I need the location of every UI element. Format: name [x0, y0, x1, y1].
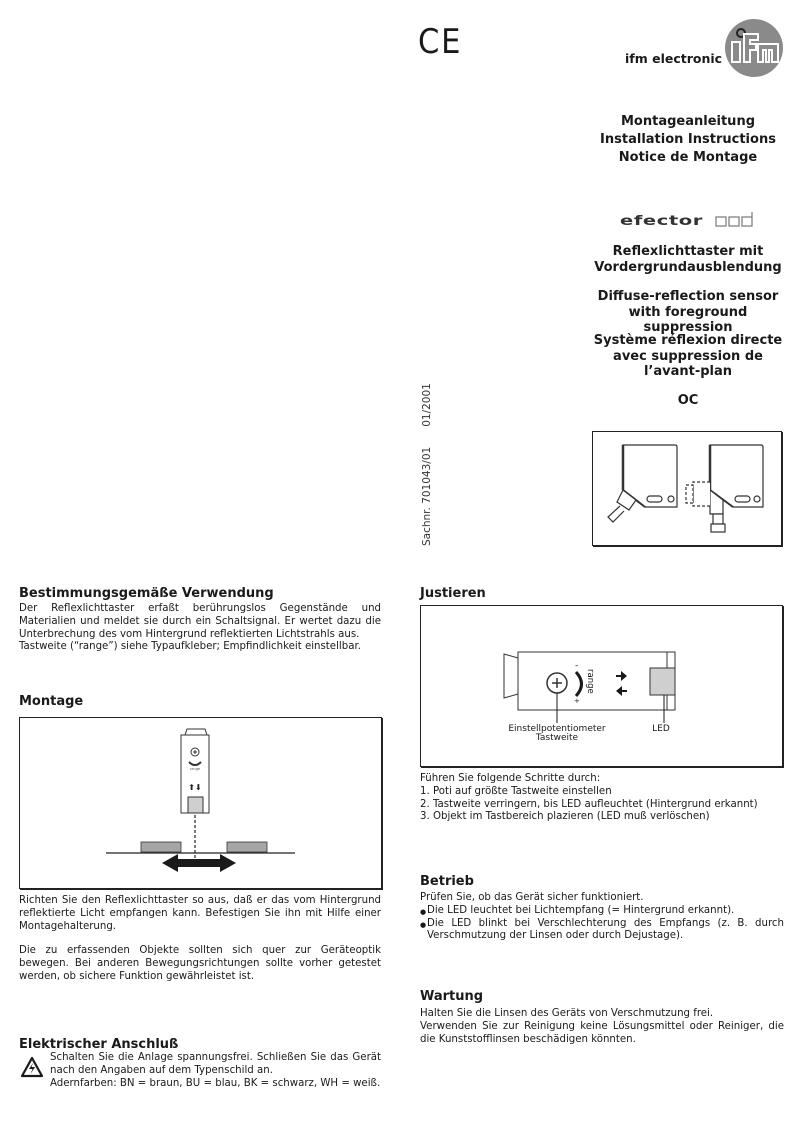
section-heading-electrical: Elektrischer Anschluß — [19, 1037, 179, 1052]
operation-bullet-2: ● Die LED blinkt bei Verschlechterung des Empfangs (z. B. durch Verschmutzung der Linsen oder durch Dejustage). — [420, 918, 784, 944]
adjust-intro: Führen Sie folgende Schritte durch: — [420, 773, 601, 784]
product-drawing — [592, 431, 782, 546]
document-title — [590, 113, 786, 167]
usage-paragraph: Der Reflexlichttaster erfaßt berührungslos Gegenstände und Materialien und meldet sie durch ein Schaltsignal. Er wertet dazu die Unterbrechung des vom Hintergrund reflektierten Lichtstrahls aus. — [19, 603, 381, 640]
mounting-diagram — [19, 717, 382, 889]
section-heading-usage: Bestimmungsgemäße Verwendung — [19, 586, 274, 601]
svg-text:efector: efector — [620, 211, 704, 229]
high-voltage-warning-icon — [20, 1056, 44, 1078]
wire-colors: Adernfarben: BN = braun, BU = blau, BK = schwarz, WH = weiß. — [50, 1077, 381, 1089]
section-heading-operation: Betrieb — [420, 874, 474, 889]
mounting-paragraph-2: Die zu erfassenden Objekte sollten sich quer zur Geräteoptik bewegen. Bei anderen Bewegungsrichtungen sollte vorher getestet werden, ob sichere Funktion gewährleistet ist. — [19, 945, 381, 982]
product-name-fr-line1: Système réflexion directe — [593, 333, 783, 348]
potentiometer-sublabel: Tastweite — [535, 733, 579, 743]
section-heading-mounting: Montage — [19, 694, 84, 709]
section-heading-maintenance: Wartung — [420, 989, 484, 1004]
operation-text — [420, 892, 784, 943]
adjust-steps — [420, 773, 784, 824]
product-name-de — [590, 244, 786, 275]
product-name-fr-line3: l’avant-plan — [643, 364, 733, 379]
article-number: Sachnr. 701043/01 01/2001 — [421, 383, 433, 546]
brand-name: ifm electronic — [625, 51, 723, 66]
adjust-step-3: 3. Objekt im Tastbereich plazieren (LED muß verlöschen) — [420, 811, 710, 823]
led-label: LED — [652, 724, 670, 734]
product-name-fr — [590, 333, 786, 380]
mounting-text — [19, 895, 381, 984]
usage-text — [19, 603, 381, 654]
product-name-en-line1: Diffuse-reflection sensor — [597, 289, 779, 304]
svg-text:⬆⬇: ⬆⬇ — [188, 783, 202, 792]
product-name-fr-line2: avec suppression de — [613, 348, 763, 364]
product-type-code: OC — [677, 393, 699, 408]
electrical-text — [50, 1052, 381, 1090]
adjust-step-1: 1. Poti auf größte Tastweite einstellen — [420, 785, 612, 797]
potentiometer-label: Einstellpotentiometer — [508, 724, 606, 734]
efector-200-logo-icon — [620, 208, 755, 230]
operation-intro: Prüfen Sie, ob das Gerät sicher funktioniert. — [420, 892, 644, 903]
maintenance-line-2: Verwenden Sie zur Reinigung keine Lösungsmittel oder Reiniger, die die Kunststofflinsen beschädigen könnten. — [420, 1020, 784, 1045]
adjust-step-2: 2. Tastweite verringern, bis LED aufleuchtet (Hintergrund erkannt) — [420, 798, 758, 810]
mounting-paragraph-1: Richten Sie den Reflexlichttaster so aus, daß er das vom Hintergrund reflektierte Licht empfangen kann. Befestigen Sie ihn mit Hilfe einer Montagehalterung. — [19, 895, 381, 932]
title-de: Montageanleitung — [620, 114, 756, 129]
product-name-de-line1: Reflexlichttaster mit — [612, 244, 764, 259]
usage-range-note: Tastweite (“range”) siehe Typaufkleber; Empfindlichkeit einstellbar. — [19, 641, 361, 653]
svg-text:range: range — [189, 767, 201, 771]
ce-mark: CE — [418, 22, 463, 62]
range-label: range — [585, 669, 595, 694]
operation-bullet-1: ● Die LED leuchtet bei Lichtempfang (= Hintergrund erkannt). — [420, 905, 784, 918]
range-minus-label: - — [575, 661, 579, 671]
adjust-diagram — [420, 605, 783, 767]
product-name-de-line2: Vordergrundausblendung — [594, 259, 782, 275]
maintenance-line-1: Halten Sie die Linsen des Geräts von Verschmutzung frei. — [420, 1008, 714, 1019]
product-name-en-line2: with foreground suppression — [628, 304, 748, 335]
electrical-instruction: Schalten Sie die Anlage spannungsfrei. Schließen Sie das Gerät nach den Angaben auf dem Typenschild an. — [50, 1052, 381, 1076]
range-plus-label: + — [574, 697, 580, 705]
section-heading-adjust: Justieren — [420, 586, 486, 601]
title-fr: Notice de Montage — [618, 150, 758, 165]
maintenance-text — [420, 1008, 784, 1046]
ifm-logo-icon — [724, 18, 784, 78]
title-en: Installation Instructions — [600, 132, 776, 147]
product-name-en — [590, 289, 786, 336]
